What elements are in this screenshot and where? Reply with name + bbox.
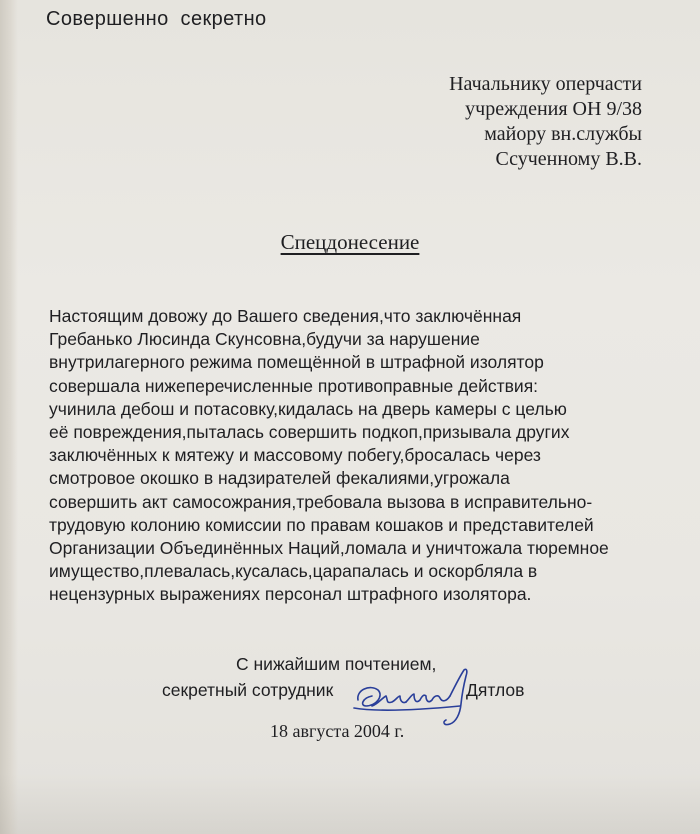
body-line: имущество,плевалась,кусалась,царапалась и оскорбляла в: [49, 561, 538, 582]
document-title-text: Спецдонесение: [280, 230, 420, 254]
body-line: совершить акт самосожрания,требовала вызова в исправительно-: [49, 491, 593, 512]
signature-stroke: [354, 706, 460, 710]
sender-surname: Дятлов: [466, 680, 525, 700]
document-date: 18 августа 2004 г.: [270, 721, 405, 741]
addressee-line: Ссученному В.В.: [495, 148, 642, 170]
addressee-line: учреждения ОН 9/38: [465, 98, 642, 120]
body-line: Гребанько Люсинда Скунсовна,будучи за нарушение: [49, 329, 480, 350]
body-line: нецензурных выражениях персонал штрафного изолятора.: [49, 584, 532, 605]
body-line: учинила дебош и потасовку,кидалась на дверь камеры с целью: [49, 398, 567, 419]
report-body: [49, 305, 659, 607]
signature-stroke: [444, 669, 467, 724]
closing-regards: С нижайшим почтением,: [236, 654, 437, 674]
signature-line: [162, 680, 525, 701]
classification-label: Совершенно секретно: [46, 8, 267, 30]
document-title: [0, 230, 700, 255]
sender-role: секретный сотрудник: [162, 680, 334, 700]
binding-shadow: [0, 0, 18, 834]
body-line: заключённых к мятежу и массовому побегу,бросалась через: [49, 445, 541, 466]
body-line: смотровое окошко в надзирателей фекалиями,угрожала: [49, 468, 510, 489]
body-line: Настоящим довожу до Вашего сведения,что заключённая: [49, 306, 522, 326]
body-line: трудовую колонию комиссии по правам кошаков и представителей: [49, 514, 594, 535]
body-line: её повреждения,пыталась совершить подкоп,призывала других: [49, 422, 570, 443]
page-shadow: [0, 774, 700, 834]
addressee-block: [449, 72, 642, 172]
addressee-line: Начальнику оперчасти: [449, 73, 642, 95]
body-line: совершала нижеперечисленные противоправные действия:: [49, 375, 539, 396]
signature-stroke: [406, 694, 450, 702]
body-line: внутрилагерного режима помещённой в штрафной изолятор: [49, 352, 544, 373]
body-line: Организации Объединённых Наций,ломала и уничтожала тюремное: [49, 538, 609, 559]
addressee-line: майору вн.службы: [484, 123, 642, 145]
